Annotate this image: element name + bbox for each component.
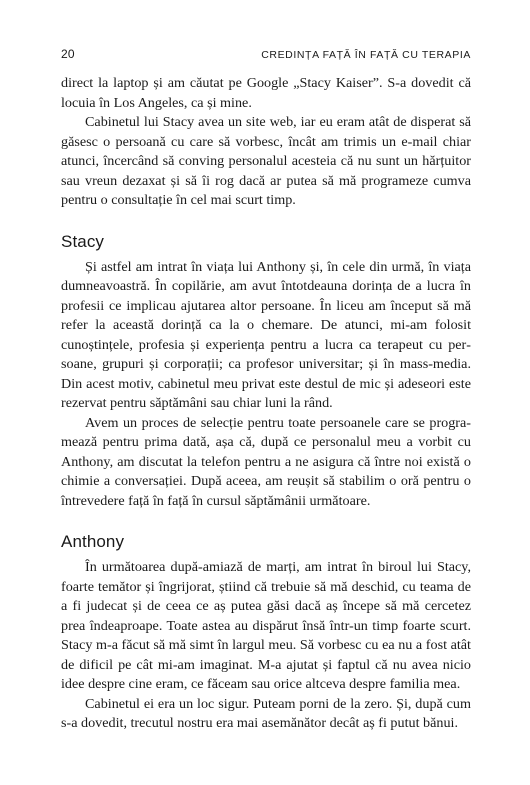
paragraph: Și astfel am intrat în viața lui Anthony și, în cele din urmă, în viața dumneavoastră. În copilărie, am avut întotdeauna dorința de a lucra în profesii ce implicau ajutarea altor persoane. În liceu am început să mă refer la această dorință ca la o chemare. De atunci, mi-am folosit cunoștințele, profesia și experiența pentru a lucra ca terapeut cu persoane, grupuri și corporații; ca profesor universitar; și în mass-media. Din acest motiv, cabinetul meu privat este destul de mic și adeseori este rezervat pentru săptămâni sau chiar luni la rând.	[61, 258, 471, 411]
paragraph: În următoarea după-amiază de marți, am intrat în biroul lui Stacy, foarte temător și îngrijorat, știind că trebuie să mă deschid, cu teama de a fi judecat și de ceea ce aș putea găsi dacă aș începe să mă cercetez prea îndeaproape. Toate astea au dispărut însă într-un timp foarte scurt. Stacy m-a făcut să mă simt în largul meu. Să vorbesc cu ea nu a fost atât de dificil pe cât mi-am imaginat. M-a ajutat și faptul că nu avea nicio idee despre cine eram, ce făceam sau orice altceva despre familia mea.	[61, 559, 471, 692]
section-heading-anthony: Anthony	[61, 532, 125, 551]
paragraph: direct la laptop și am căutat pe Google „Stacy Kaiser”. S-a dovedit că locuia în Los Angeles, ca și mine.	[61, 75, 471, 111]
book-title: CREDINȚA FAȚĂ ÎN FAȚĂ CU TERAPIA	[261, 49, 471, 61]
page-body	[61, 74, 471, 734]
paragraph: Avem un proces de selecție pentru toate persoanele care se programează pentru prima dată, așa că, după ce personalul meu a vorbit cu Anthony, am discutat la telefon pentru a ne asigura că între noi există o chimie a conversației. După aceea, am reușit să stabilim o oră pentru o întrevedere față în față în cursul săptămânii următoare.	[61, 414, 471, 509]
section-heading-stacy: Stacy	[61, 231, 105, 251]
paragraph: Cabinetul lui Stacy avea un site web, iar eu eram atât de disperat să găsesc o persoană cu care să vorbesc, încât am trimis un e-mail chiar atunci, încercând să conving personalul acesteia că nu sunt un hărțuitor sau vreun dezaxat și să îi rog dacă ar putea să mă programeze cumva pentru o consultație în cel mai scurt timp.	[61, 114, 471, 208]
page-number: 20	[61, 47, 75, 61]
paragraph: Cabinetul ei era un loc sigur. Puteam porni de la zero. Și, după cum s-a dovedit, trecutul nostru era mai asemănător decât aș fi putut bănui.	[61, 695, 471, 731]
running-header	[61, 47, 471, 63]
